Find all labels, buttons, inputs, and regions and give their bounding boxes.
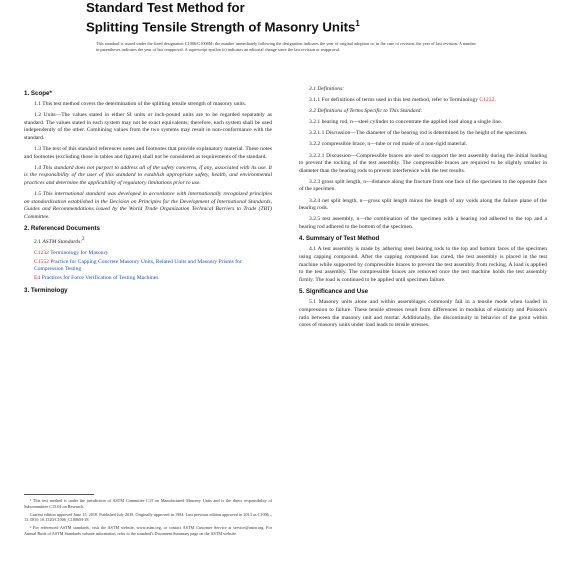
ref-title[interactable]: Terminology for Masonry xyxy=(48,250,109,257)
para-5-1: 5.1 Masonry units alone and within assemblages commonly fail in a tensile mode when loaded in compression to failure. These tensile stresses result from differences in modulus of elasticity and Poisson's ratio between the masonry unit and mortar. Additionally, the discontinuity in behavior of the grout within cores of masonry units under load leads to tensile stresses. xyxy=(299,299,547,329)
designation-notice: This standard is issued under the fixed designation C1006/C1006M; the number immediately following the designation indicates the year of original adoption or, in the case of revision, the year of last revision. A number in parentheses indicates the year of last reapproval. A superscript epsilon (ε) indicates an editorial change since the last revision or reapproval. xyxy=(96,41,476,53)
para-3-1: 3.1 Definitions: xyxy=(309,86,345,92)
ref-code[interactable]: E4 xyxy=(34,275,41,282)
para-3-2-1-1: 3.2.1.1 Discussion—The diameter of the bearing rod is determined by the height of the specimen. xyxy=(309,130,528,137)
section-significance-heading: 5. Significance and Use xyxy=(299,288,369,296)
right-column xyxy=(299,86,547,333)
para-1-4: 1.4 This standard does not purport to address all of the safety concerns, if any, associated with its use. It is the responsibility of the user of this standard to establish appropriate safety, health, and environmental practices and determine the applicability of regulatory limitations prior to use. xyxy=(24,164,272,186)
para-1-3: 1.3 The text of this standard references notes and footnotes that provide explanatory material. These notes and footnotes (excluding those in tables and figures) shall not be considered as requirements of the standard. xyxy=(24,145,272,160)
para-3-2-3: 3.2.3 gross split length, n—distance along the fracture from one face of the specimen to the opposite face of the specimen. xyxy=(299,178,547,193)
footnote-2: ² For referenced ASTM standards, visit the ASTM website, www.astm.org, or contact ASTM Customer Service at service@astm.org. For Annual Book of ASTM Standards volume information, refer to the standard's Document Summary page on the ASTM website. xyxy=(24,525,272,536)
title-block xyxy=(86,0,506,35)
footnotes xyxy=(24,494,272,539)
ref-item[interactable] xyxy=(24,259,272,274)
ref-item[interactable] xyxy=(24,275,272,283)
para-3-2: 3.2 Definitions of Terms Specific to This Standard: xyxy=(309,108,423,115)
footnote-1: ¹ This test method is under the jurisdiction of ASTM Committee C15 on Manufactured Masonry Units and is the direct responsibility of Subcommittee C15.04 on Research. xyxy=(24,498,272,509)
para-2-1 xyxy=(24,236,272,246)
ref-item[interactable] xyxy=(24,250,272,258)
para-2-1-prefix: 2.1 xyxy=(34,239,43,246)
para-4-1: 4.1 A test assembly is made by adhering steel bearing rods to the top and bottom faces of the specimen using capping compound. After the capping compound has cured, the test assembly is placed in the test machine while supported by compressible braces to prevent the test assembly from rocking. A load is applied to the test assembly. The compressible braces are removed once the test machine holds the test assembly firmly. The load is continued to be applied until specimen failure. xyxy=(299,246,547,283)
ref-code[interactable]: C1232 xyxy=(34,250,49,257)
para-1-1: 1.1 This test method covers the determination of the splitting tensile strength of masonry units. xyxy=(34,101,247,107)
para-3-1-1-end: . xyxy=(494,97,496,104)
section-summary-heading: 4. Summary of Test Method xyxy=(299,235,380,243)
ref-code[interactable]: C1552 xyxy=(34,258,49,265)
para-3-2-1: 3.2.1 bearing rod, n—steel cylinder to concentrate the applied load along a single line. xyxy=(309,119,503,126)
para-3-2-5: 3.2.5 test assembly, n—the combination of the specimen with a bearing rod adhered to the top and a bearing rod adhered to the bottom of the specimen. xyxy=(299,216,547,230)
para-3-1-1-text: 3.1.1 For definitions of terms used in this test method, refer to Terminology xyxy=(309,97,480,104)
para-1-2: 1.2 Units—The values stated in either SI units or inch-pound units are to be regarded separately as standard. The values stated in each system may not be exact equivalents; therefore, each system shall be used independently of the other. Combining values from the two systems may result in non-conformance with the standard. xyxy=(24,112,272,141)
para-3-2-4: 3.2.4 net split length, n—gross split length minus the length of any voids along the failure plane of the bearing rods. xyxy=(299,197,547,212)
para-3-1-1 xyxy=(299,97,547,105)
footnote-rule xyxy=(24,494,94,495)
title-footnote-mark: 1 xyxy=(355,19,360,28)
para-1-5: 1.5 This international standard was developed in accordance with internationally recognized principles on standardization established in the Decision on Principles for the Development of International Standards, Guides and Recommendations issued by the World Trade Organization Technical Barriers to Trade (TBT) Committee. xyxy=(24,190,272,220)
section-scope-heading: 1. Scope* xyxy=(24,90,52,97)
left-column xyxy=(24,86,272,298)
para-2-1-label: ASTM Standards: xyxy=(42,239,83,246)
footnote-1b: Current edition approved June 15, 2018. Published July 2018. Originally approved in 1984. Last previous edition approved in 2013 as C1006 – 13. DOI: 10.1520/C1006_C1006M-18. xyxy=(24,511,272,523)
ref-title[interactable]: Practices for Force Verification of Testing Machines xyxy=(40,275,159,282)
title-line-2 xyxy=(86,16,506,35)
title-text: Splitting Tensile Strength of Masonry Units xyxy=(86,19,356,35)
ref-title[interactable]: Practice for Capping Concrete Masonry Units, Related Units and Masonry Prisms for Compression Testing xyxy=(34,258,242,273)
title-line-1: Standard Test Method for xyxy=(86,0,245,15)
para-2-1-sup: 2 xyxy=(82,237,85,243)
para-3-2-2: 3.2.2 compressible brace, n—tube or rod made of a non-rigid material. xyxy=(309,141,468,148)
section-referenced-docs-heading: 2. Referenced Documents xyxy=(24,225,100,233)
para-3-2-2-1: 3.2.2.1 Discussion—Compressible braces are used to support the test assembly during the initial loading to prevent the rocking of the test assembly. The compressible braces are required to be slightly smaller in diameter than the bearing rods to prevent interference with the test results. xyxy=(299,152,547,174)
section-terminology-heading: 3. Terminology xyxy=(24,286,68,294)
ref-link-c1232[interactable]: C1232 xyxy=(479,97,495,104)
